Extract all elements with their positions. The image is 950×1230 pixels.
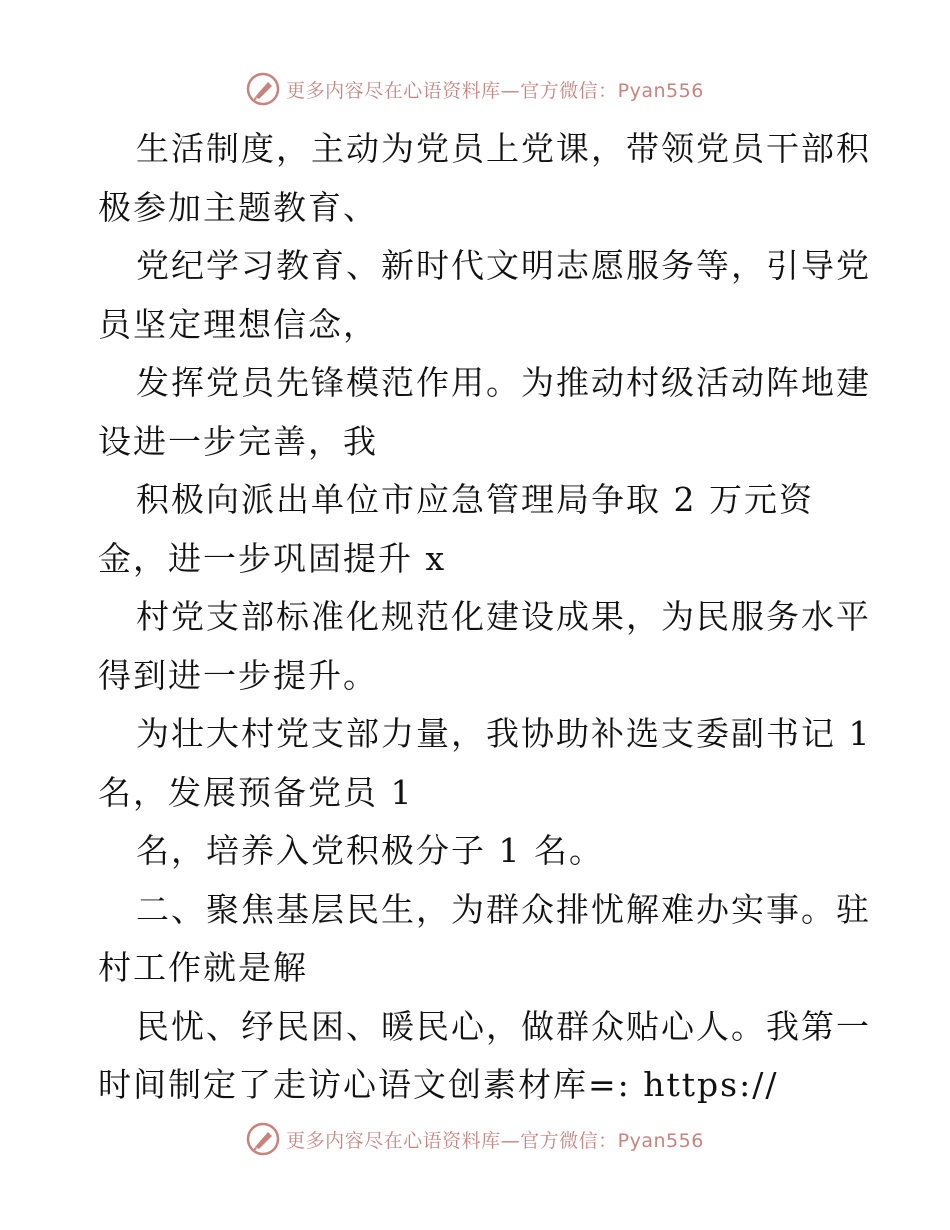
text-line: 发挥党员先锋模范作用。为推动村级活动阵地建 — [136, 363, 871, 402]
text-line: 民忧、纾民困、暖民心，做群众贴心人。我第一 — [136, 1006, 871, 1046]
text-line: 名，发展预备党员 1 — [98, 772, 414, 812]
header-watermark — [0, 72, 950, 106]
text-line: 村工作就是解 — [98, 948, 308, 987]
text-line: 为壮大村党支部力量，我协助补选支委副书记 1 — [136, 714, 872, 753]
pen-circle-logo-icon — [246, 72, 280, 106]
text-line: 极参加主题教育、 — [98, 187, 378, 227]
pen-circle-logo-icon — [246, 1122, 280, 1156]
text-line: 名，培养入党积极分子 1 名。 — [136, 831, 604, 870]
document-body — [98, 120, 872, 1115]
text-line: 积极向派出单位市应急管理局争取 2 万元资 — [136, 480, 814, 519]
watermark-text: 更多内容尽在心语资料库—官方微信：Pyan556 — [286, 79, 704, 102]
footer-watermark — [0, 1122, 950, 1156]
text-line: 设进一步完善，我 — [98, 421, 378, 461]
text-line: 得到进一步提升。 — [98, 655, 378, 695]
watermark-text: 更多内容尽在心语资料库—官方微信：Pyan556 — [286, 1129, 704, 1152]
text-line: 生活制度，主动为党员上党课，带领党员干部积 — [136, 129, 871, 168]
text-line: 村党支部标准化规范化建设成果，为民服务水平 — [136, 597, 871, 636]
text-line: 党纪学习教育、新时代文明志愿服务等，引导党 — [136, 246, 871, 285]
text-line: 二、聚焦基层民生，为群众排忧解难办实事。驻 — [136, 889, 871, 929]
text-line: 时间制定了走访心语文创素材库=: https:// — [98, 1065, 779, 1104]
text-line: 员坚定理想信念， — [98, 304, 378, 344]
text-line: 金，进一步巩固提升 x — [98, 538, 447, 578]
